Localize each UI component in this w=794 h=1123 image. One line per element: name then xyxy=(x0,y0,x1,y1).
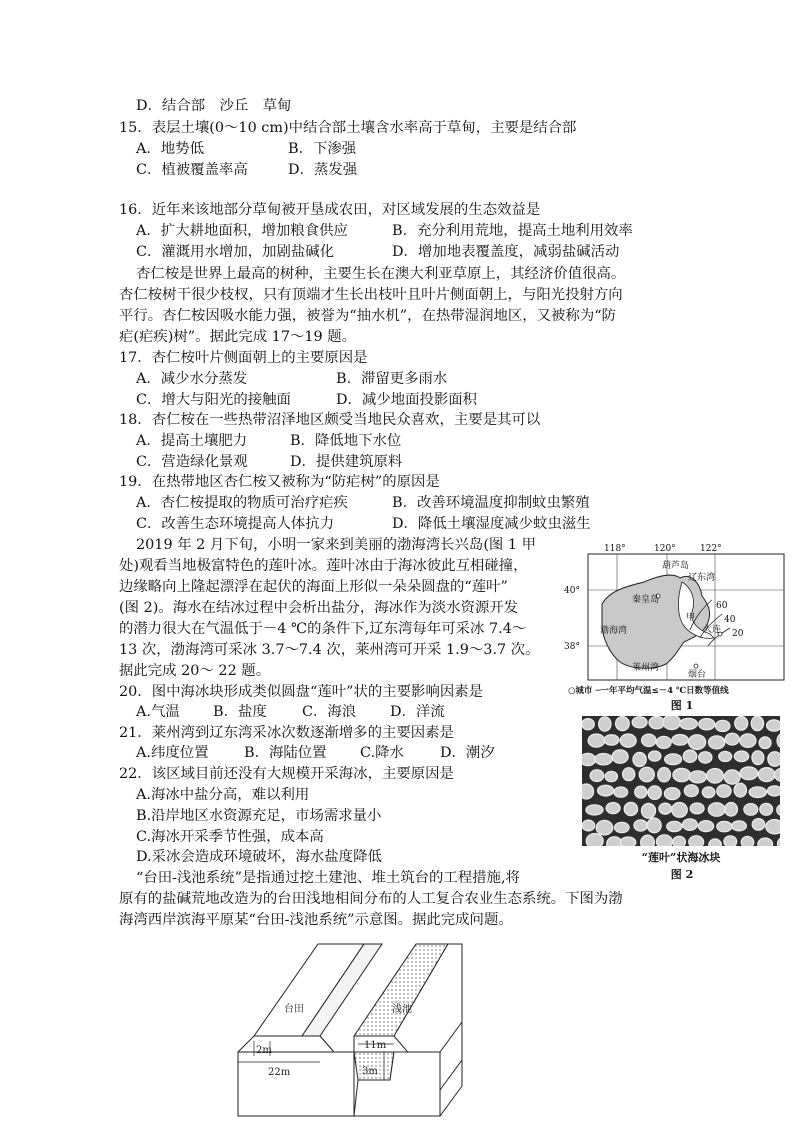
q17-option-a: A．减少水分蒸发 xyxy=(136,371,248,387)
ice-pancake xyxy=(744,804,758,816)
q22-option-c: C.海冰开采季节性强，成本高 xyxy=(136,829,324,845)
ice-pancake xyxy=(708,803,725,817)
ice-pancake xyxy=(612,750,628,763)
ice-pancake xyxy=(639,767,654,782)
q18-option-c: C．营造绿化景观 xyxy=(136,454,248,470)
ice-pancake xyxy=(760,803,773,815)
ice-pancake xyxy=(717,821,732,831)
ice-pancake xyxy=(689,771,706,783)
ice-pancake xyxy=(586,805,603,815)
q16-option-c: C．灌溉用水增加，加剧盐碱化 xyxy=(136,244,335,260)
lat-38-label: 38° xyxy=(564,642,580,652)
qinhuangdao-label: 秦皇岛 xyxy=(632,595,660,605)
q21-option-a: A.纬度位置 xyxy=(136,745,209,761)
ice-pancake xyxy=(647,818,661,833)
q16-option-a: A．扩大耕地面积，增加粮食供应 xyxy=(136,223,348,239)
ice-pancake xyxy=(632,717,647,728)
passage1-line-3: 平行。杏仁桉因吸水能力强，被誉为“抽水机”，在热带湿润地区，又被称为“防 xyxy=(119,308,616,324)
ice-pancake xyxy=(749,787,766,798)
ice-pancake xyxy=(690,803,704,814)
q22-option-d: D.采冰会造成环境破坏，海水盐度降低 xyxy=(136,849,382,865)
ice-pancake xyxy=(740,734,756,748)
ice-pancake xyxy=(758,768,775,782)
ice-pancake xyxy=(724,770,740,784)
ice-pancake xyxy=(595,754,612,765)
q19-option-c: C．改善生态环境提高人体抗力 xyxy=(136,516,335,532)
yantai-marker xyxy=(694,664,698,668)
q22-stem: 22．该区域目前还没有大规模开采海冰，主要原因是 xyxy=(119,766,454,782)
ice-pancake xyxy=(649,716,664,728)
map-legend: ○城市 ─一年平均气温≤－4 ℃日数等值线 xyxy=(568,686,729,696)
lon-122-label: 122° xyxy=(700,544,722,554)
q19-option-a: A．杏仁桉提取的物质可治疗疟疾 xyxy=(136,495,348,511)
passage1-line-1: 杏仁桉是世界上最高的树种，主要生长在澳大利亚草原上，其经济价值很高。 xyxy=(136,266,626,282)
yantai-label: 烟台 xyxy=(688,670,707,680)
ice-pancake xyxy=(680,718,698,729)
ice-pancake xyxy=(699,719,715,730)
ice-pancake xyxy=(767,786,780,796)
ice-pancake xyxy=(656,835,672,846)
ice-pancake xyxy=(683,819,698,831)
q18-stem: 18．杏仁桉在一些热带沼泽地区颇受当地民众喜欢，主要是其可以 xyxy=(119,412,541,428)
ice-pancake xyxy=(734,783,746,797)
ice-pancake xyxy=(752,819,765,831)
q21-stem: 21．莱州湾到辽东湾采冰次数逐渐增多的主要因素是 xyxy=(119,725,454,741)
passage3-line-2: 原有的盐碱荒地改造为的台田浅地相间分布的人工复合农业生态系统。下图为渤 xyxy=(119,891,623,907)
ice-pancake xyxy=(582,753,596,765)
ice-pancake xyxy=(672,735,688,746)
q20-option-b: B．盐度 xyxy=(213,704,267,720)
ice-pancake xyxy=(673,768,690,781)
laizhouwan-label: 莱州湾 xyxy=(632,663,660,673)
jia-label: 甲 xyxy=(686,613,696,623)
ice-pancake xyxy=(641,803,655,818)
ice-pancake xyxy=(634,820,647,831)
pancake-ice-photo xyxy=(582,716,780,846)
ice-pancake xyxy=(759,737,771,749)
ice-pancake xyxy=(598,785,614,796)
dim-11m-label: 11m xyxy=(364,1040,387,1051)
ice-pancake xyxy=(663,716,681,730)
ice-pancake xyxy=(586,834,603,847)
front-face xyxy=(238,1052,354,1116)
ice-pancake xyxy=(606,803,620,814)
ice-pancake xyxy=(709,736,725,749)
q15-stem: 15．表层土壤(0～10 cm)中结合部土壤含水率高于草甸，主要是结合部 xyxy=(119,120,577,136)
ice-pancake xyxy=(717,785,731,798)
ice-pancake xyxy=(582,784,594,799)
q15-option-b: B．下渗强 xyxy=(288,141,357,157)
taitian-label: 台田 xyxy=(284,1004,304,1015)
q21-option-d: D．潮汐 xyxy=(440,745,495,761)
ice-pancake xyxy=(683,750,697,762)
ice-pancake xyxy=(614,787,628,797)
ice-pancake xyxy=(684,785,698,797)
passage2-line-2: 处)观看当地极富特色的莲叶冰。莲叶冰由于海冰彼此互相碰撞， xyxy=(119,558,528,574)
ice-pancake xyxy=(673,836,686,846)
ice-pancake xyxy=(615,822,630,832)
passage2-line-6: 13 次，渤海湾可采冰 3.7～7.4 次，莱州湾可开采 1.9～3.7 次。 xyxy=(119,642,540,658)
bohai-map-figure xyxy=(562,542,786,696)
ice-pancake xyxy=(659,803,672,814)
ice-pancake xyxy=(767,720,780,731)
passage2-line-7: 据此完成 20～ 22 题。 xyxy=(119,663,271,679)
q17-option-c: C．增大与阳光的接触面 xyxy=(136,392,291,408)
q15-option-a: A．地势低 xyxy=(136,141,204,157)
ice-pancake xyxy=(604,735,619,745)
ice-pancake xyxy=(766,820,780,834)
q17-stem: 17．杏仁桉叶片侧面朝上的主要原因是 xyxy=(119,350,368,366)
ice-pancake xyxy=(664,788,680,800)
ice-pancake xyxy=(752,751,764,765)
q17-option-b: B．滞留更多雨水 xyxy=(336,371,448,387)
huludao-label: 葫芦岛 xyxy=(662,561,690,571)
bohaiwan-label: 渤海湾 xyxy=(600,626,628,636)
ice-pancake xyxy=(620,837,636,846)
figure-1-caption: 图 1 xyxy=(670,699,694,712)
q22-option-a: A.海冰中盐分高，难以利用 xyxy=(136,787,310,803)
passage2-line-4: (图 2)。海水在结冰过程中会析出盐分，海冰作为淡水资源开发 xyxy=(119,600,519,616)
ice-pancake xyxy=(689,836,704,846)
ice-pancake xyxy=(735,716,748,730)
ice-pancake xyxy=(715,720,730,731)
ice-pancake xyxy=(635,786,647,798)
ice-pancake xyxy=(758,838,773,846)
lon-118-label: 118° xyxy=(604,544,626,554)
ice-pancake xyxy=(590,770,604,782)
ice-pancake xyxy=(623,768,635,781)
q21-option-b: B．海陆位置 xyxy=(244,745,327,761)
ice-pancake xyxy=(648,786,661,800)
ice-pancake xyxy=(582,719,594,730)
passage2-line-1: 2019 年 2 月下旬，小明一家来到美丽的渤海湾长兴岛(图 1 甲 xyxy=(136,537,537,553)
q21-option-c: C.降水 xyxy=(360,745,404,761)
q19-option-b: B．改善环境温度抑制蚊虫繁殖 xyxy=(392,495,590,511)
ice-pancake xyxy=(624,802,637,815)
ice-pancake xyxy=(751,716,763,731)
ice-pancake xyxy=(658,768,671,782)
ice-pancake xyxy=(732,821,747,831)
isoline-20-label: 20 xyxy=(732,629,744,639)
ice-pancake xyxy=(588,734,605,747)
ice-pancake xyxy=(689,735,706,750)
ice-pancake xyxy=(596,820,613,835)
ice-pancake xyxy=(616,717,630,731)
ice-pancake xyxy=(641,835,655,846)
passage2-line-5: 的潜力很大在气温低于－4 ℃的条件下,辽东湾每年可采冰 7.4～ xyxy=(119,621,527,637)
lon-120-label: 120° xyxy=(654,544,676,554)
liaodongwan-label: 辽东湾 xyxy=(688,573,716,583)
figure-2-inner-caption: “莲叶”状海冰块 xyxy=(641,851,721,864)
ice-pancake xyxy=(642,734,657,746)
q20-option-d: D．洋流 xyxy=(390,704,445,720)
q16-option-b: B．充分利用荒地，提高土地利用效率 xyxy=(392,223,633,239)
q20-option-a: A.气温 xyxy=(136,704,180,720)
ice-pancake xyxy=(656,736,671,748)
q18-option-b: B．降低地下水位 xyxy=(290,433,402,449)
q20-option-c: C．海浪 xyxy=(302,704,357,720)
passage1-line-2: 杏仁桉树干很少枝杈，只有顶端才生长出枝叶且叶片侧面朝上，与阳光投射方向 xyxy=(119,287,623,303)
ice-pancake xyxy=(725,733,739,745)
ice-pancake xyxy=(740,767,758,780)
q19-option-d: D．降低土壤湿度减少蚊虫滋生 xyxy=(392,516,591,532)
isoline-40-label: 40 xyxy=(724,615,736,625)
dalian-label: 大连 xyxy=(703,625,722,635)
passage2-line-3: 边缘略向上隆起漂浮在起伏的海面上形似一朵朵圆盘的“莲叶” xyxy=(119,579,508,595)
figure-2-caption: 图 2 xyxy=(670,868,694,881)
q20-stem: 20．图中海冰块形成类似圆盘“莲叶”状的主要影响因素是 xyxy=(119,684,484,700)
ice-pancake xyxy=(699,752,712,763)
ice-pancake xyxy=(599,717,611,731)
ice-pancake xyxy=(768,752,780,767)
q16-option-d: D．增加地表覆盖度，减弱盐碱活动 xyxy=(392,244,620,260)
ice-pancake xyxy=(741,836,754,846)
passage3-line-1: “台田-浅池系统”是指通过挖土建池、堆土筑台的工程措施,将 xyxy=(136,870,520,886)
ice-pancake xyxy=(582,820,595,831)
ice-pancake xyxy=(649,751,661,761)
isoline-60-label: 60 xyxy=(716,601,728,611)
ice-pancake xyxy=(702,787,715,798)
ice-pancake xyxy=(734,751,748,762)
q18-option-a: A．提高土壤肥力 xyxy=(136,433,248,449)
ice-pancake xyxy=(633,752,646,766)
qianchi-label: 浅池 xyxy=(392,1004,412,1015)
taitian-qianchi-diagram xyxy=(234,940,464,1120)
ice-pancake xyxy=(620,734,636,747)
dim-2m-label: 2m xyxy=(256,1045,272,1056)
ice-pancake xyxy=(725,803,738,817)
ice-pancake xyxy=(719,752,732,762)
passage1-line-4: 疟(疟疾)树”。据此完成 17～19 题。 xyxy=(119,329,357,345)
q17-option-d: D．减少地面投影面积 xyxy=(336,392,478,408)
q22-option-b: B.沿岸地区水资源充足，市场需求量小 xyxy=(136,808,382,824)
ice-pancake xyxy=(667,821,682,831)
q15-option-c: C．植被覆盖率高 xyxy=(136,162,248,178)
passage3-line-3: 海湾西岸滨海平原某“台田-浅池系统”示意图。据此完成问题。 xyxy=(119,912,513,928)
ice-pancake xyxy=(709,839,722,846)
q16-stem: 16．近年来该地部分草甸被开垦成农田，对区域发展的生态效益是 xyxy=(119,202,541,218)
ice-pancake xyxy=(724,836,737,846)
ice-pancake xyxy=(698,821,713,832)
dim-22m-label: 22m xyxy=(268,1067,291,1078)
ice-pancake xyxy=(665,754,682,765)
ice-pancake xyxy=(605,771,617,781)
q15-option-d: D．蒸发强 xyxy=(288,162,358,178)
ice-pancake xyxy=(672,803,688,818)
ice-pancake xyxy=(707,769,724,784)
lat-40-label: 40° xyxy=(564,586,580,596)
q18-option-d: D．提供建筑原料 xyxy=(290,454,403,470)
q19-stem: 19．在热带地区杏仁桉又被称为“防疟树”的原因是 xyxy=(119,474,440,490)
dim-3m-label: 3m xyxy=(362,1066,378,1077)
q14-option-d: D．结合部 沙丘 草甸 xyxy=(136,98,292,114)
